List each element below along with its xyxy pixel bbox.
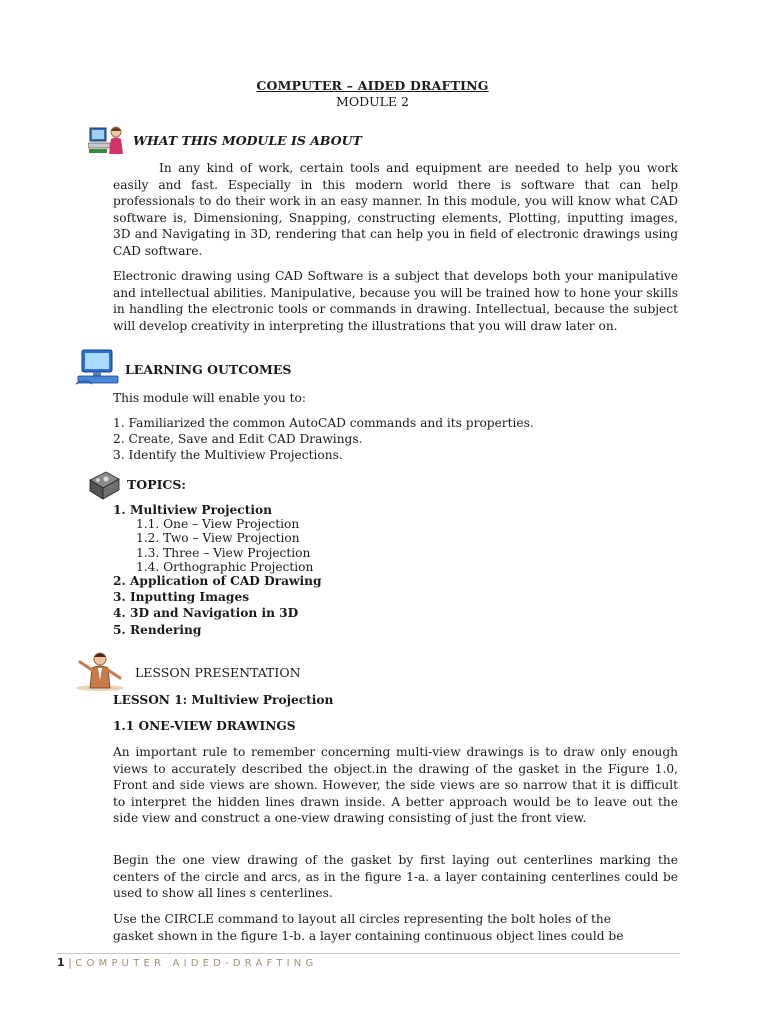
topic-subitem: 1.3. Three – View Projection (136, 546, 311, 560)
footer-text: COMPUTER AIDED-DRAFTING (75, 958, 318, 969)
lesson-paragraph-1: An important rule to remember concerning multi-view drawings is to draw only enough views to accurately described the object.in the drawing of the gasket in the Figure 1.0, Front and side views are shown. However, the side views are so narrow that it is difficult to interpret the hidden lines drawn inside. A better approach would be to leave out the side view and construct a one-view drawing consisting of just the front view. (113, 745, 678, 825)
topic-subitem: 1.1. One – View Projection (136, 517, 300, 531)
topic-item: 3. Inputting Images (113, 590, 250, 604)
document-title: COMPUTER – AIDED DRAFTING (256, 78, 489, 93)
footer-separator: | (68, 956, 72, 969)
lesson-paragraph-3-line-1: Use the CIRCLE command to layout all circles representing the bolt holes of the (113, 912, 611, 926)
presenter-icon (74, 650, 126, 692)
about-paragraph-2: Electronic drawing using CAD Software is a subject that develops both your manipulative and intellectual abilities. Manipulative, because you will be trained how to hone your skills in handling the electronic tools or commands in drawing. Intellectual, because the subject will develop creativity in interpreting the illustrations that you will draw later on. (113, 269, 678, 333)
footer-divider (57, 953, 680, 954)
document-subtitle: MODULE 2 (336, 94, 409, 109)
lesson-paragraph-3-line-2: gasket shown in the figure 1-b. a layer containing continuous object lines could be (113, 929, 624, 943)
topic-item: 5. Rendering (113, 623, 202, 637)
lesson-section-title: 1.1 ONE-VIEW DRAWINGS (113, 719, 296, 733)
page-footer (57, 956, 317, 969)
outcomes-intro: This module will enable you to: (113, 391, 306, 405)
topic-subitem: 1.2. Two – View Projection (136, 531, 300, 545)
section-heading-outcomes: LEARNING OUTCOMES (125, 362, 292, 377)
section-heading-topics: TOPICS: (127, 477, 187, 492)
outcome-item: 1. Familiarized the common AutoCAD commands and its properties. (113, 416, 534, 430)
section-heading-about: WHAT THIS MODULE IS ABOUT (133, 133, 362, 148)
lesson-title: LESSON 1: Multiview Projection (113, 693, 334, 707)
topic-item: 4. 3D and Navigation in 3D (113, 606, 299, 620)
about-paragraph-1: In any kind of work, certain tools and equipment are needed to help you work easily and fast. Especially in this modern world there is software that can help professionals to do their work in an easy manner. In this module, you will know what CAD software is, Dimensioning, Snapping, constructing elements, Plotting, inputting images, 3D and Navigating in 3D, rendering that can help you in field of electronic drawings using CAD software. (113, 161, 678, 258)
lesson-paragraph-2: Begin the one view drawing of the gasket by first laying out centerlines marking the centers of the circle and arcs, as in the figure 1-a. a layer containing centerlines could be used to show all lines s centerlines. (113, 853, 678, 900)
outcome-item: 3. Identify the Multiview Projections. (113, 448, 343, 462)
topic-subitem: 1.4. Orthographic Projection (136, 560, 314, 574)
page-number: 1 (57, 956, 65, 969)
topic-item: 1. Multiview Projection (113, 503, 272, 517)
section-heading-lesson: LESSON PRESENTATION (135, 665, 301, 680)
topic-item: 2. Application of CAD Drawing (113, 574, 322, 588)
cad-parts-icon (86, 470, 122, 502)
outcome-item: 2. Create, Save and Edit CAD Drawings. (113, 432, 363, 446)
computer-monitor-icon (76, 348, 120, 386)
person-at-computer-icon (88, 124, 126, 156)
